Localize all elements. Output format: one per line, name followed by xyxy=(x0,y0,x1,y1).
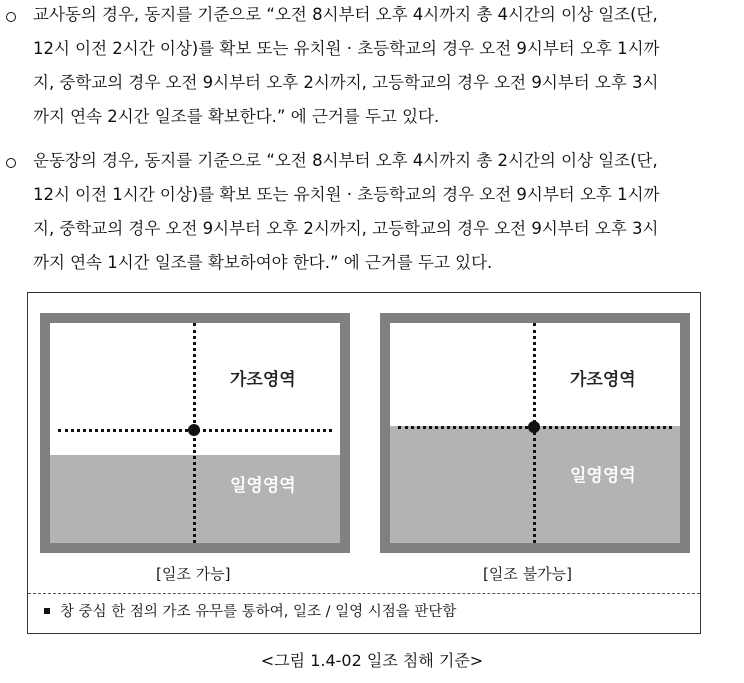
panel-caption: [일조 가능] xyxy=(156,565,231,583)
paragraph-line: 지, 중학교의 경우 오전 9시부터 오후 2시까지, 고등학교의 경우 오전 9시부터 오후 3시 xyxy=(33,73,659,92)
shadow-zone-label: 일영영역 xyxy=(570,466,636,486)
sky-zone-label: 가조영역 xyxy=(230,370,296,390)
divider xyxy=(28,593,700,594)
window-center-point xyxy=(528,421,540,433)
figure-title: <그림 1.4-02 일조 침해 기준> xyxy=(260,651,484,670)
circle-bullet-icon xyxy=(6,158,16,168)
paragraph-line: 까지 연속 2시간 일조를 확보한다.” 에 근거를 두고 있다. xyxy=(33,107,440,126)
circle-bullet-icon xyxy=(6,12,16,22)
window-center-point xyxy=(188,424,200,436)
window-view xyxy=(390,323,680,543)
figure-note xyxy=(44,600,456,621)
paragraph-line: 12시 이전 1시간 이상)를 확보 또는 유치원 · 초등학교의 경우 오전 9시부터 오후 1시까 xyxy=(33,185,660,204)
paragraph-line: 지, 중학교의 경우 오전 9시부터 오후 2시까지, 고등학교의 경우 오전 9시부터 오후 3시 xyxy=(33,219,659,238)
paragraph-line: 12시 이전 2시간 이상)를 확보 또는 유치원 · 초등학교의 경우 오전 9시부터 오후 1시까 xyxy=(33,39,660,58)
square-bullet-icon xyxy=(44,608,50,614)
sunlight-figure xyxy=(27,292,701,634)
figure-note-text: 창 중심 한 점의 가조 유무를 통하여, 일조 / 일영 시점을 판단함 xyxy=(60,604,457,620)
sky-zone-label: 가조영역 xyxy=(570,370,636,390)
panel-caption: [일조 불가능] xyxy=(483,565,572,583)
vertical-dotted-line xyxy=(533,323,536,543)
shadow-zone-label: 일영영역 xyxy=(230,476,296,496)
paragraph-line: 까지 연속 1시간 일조를 확보하여야 한다.” 에 근거를 두고 있다. xyxy=(33,253,493,272)
panel-sunlight-impossible xyxy=(380,313,690,553)
paragraph-line: 운동장의 경우, 동지를 기준으로 “오전 8시부터 오후 4시까지 총 2시간의 이상 일조(단, xyxy=(33,151,658,170)
window-view xyxy=(50,323,340,543)
panel-sunlight-possible xyxy=(40,313,350,553)
paragraph-line: 교사동의 경우, 동지를 기준으로 “오전 8시부터 오후 4시까지 총 4시간의 이상 일조(단, xyxy=(33,5,658,24)
